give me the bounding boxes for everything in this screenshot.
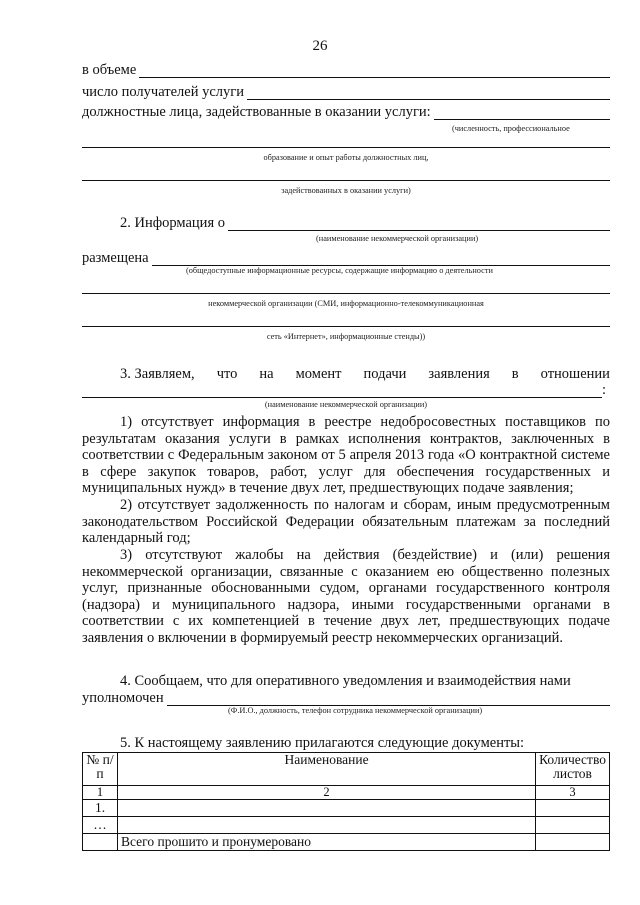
placed-label: размещена	[82, 250, 149, 266]
s3-word-7: в	[511, 366, 519, 382]
table-row	[83, 800, 610, 817]
s3-word-4: момент	[295, 366, 342, 382]
resources-caption-1: (общедоступные информационные ресурсы, содержащие информацию о деятельности	[186, 266, 493, 275]
resources-caption-2: некоммерческой организации (СМИ, информационно-телекоммуникационная	[208, 299, 484, 308]
recipients-label: число получателей услуги	[82, 84, 244, 100]
recipients-blank[interactable]	[247, 85, 610, 100]
row-sheets-cell[interactable]	[536, 817, 610, 834]
s3-word-1: 3. Заявляем,	[120, 366, 195, 382]
row-sheets-cell[interactable]	[536, 800, 610, 817]
header-num: № п/п	[83, 753, 118, 786]
s3-word-8: отношении	[540, 366, 610, 382]
row-num: …	[83, 817, 118, 834]
table-total-row	[83, 834, 610, 851]
row-num: 1.	[83, 800, 118, 817]
s3-word-6: заявления	[428, 366, 490, 382]
documents-table	[82, 752, 610, 851]
resources-blank-3[interactable]	[82, 326, 610, 327]
authorized-field	[82, 690, 610, 706]
resources-caption-3: сеть «Интернет», информационные стенды))	[266, 332, 426, 341]
officials-caption-2: образование и опыт работы должностных лиц,	[263, 153, 429, 162]
row-name-cell[interactable]	[118, 817, 536, 834]
authorized-caption: (Ф.И.О., должность, телефон сотрудника некоммерческой организации)	[228, 706, 483, 715]
total-num-cell	[83, 834, 118, 851]
table-row	[83, 817, 610, 834]
page-number: 26	[312, 38, 328, 54]
officials-blank-3[interactable]	[82, 180, 610, 181]
officials-label: должностные лица, задействованные в оказании услуги:	[82, 104, 431, 120]
header-sheets: Количество листов	[536, 753, 610, 786]
volume-label: в объеме	[82, 62, 137, 78]
total-label: Всего прошито и пронумеровано	[118, 834, 536, 851]
s3-item-2: 2) отсутствует задолженность по налогам и сборам, иным предусмотренным законодательством Российской Федерации обязательным платежам за последний календарный год;	[82, 497, 610, 546]
org-name-caption: (наименование некоммерческой организации)	[316, 234, 479, 243]
officials-field	[82, 104, 610, 120]
table-header-row	[83, 753, 610, 786]
s5-title: 5. К настоящему заявлению прилагаются следующие документы:	[120, 735, 525, 751]
officials-caption-1: (численность, профессиональное	[452, 124, 570, 133]
numbering-1: 1	[83, 786, 118, 800]
volume-field	[82, 62, 610, 78]
s4-text: 4. Сообщаем, что для оперативного уведомления и взаимодействия нами	[120, 673, 571, 689]
s3-org-caption: (наименование некоммерческой организации)	[264, 400, 428, 409]
section2-label: 2. Информация о	[120, 215, 225, 231]
placed-blank[interactable]	[152, 251, 610, 266]
officials-blank-2[interactable]	[82, 147, 610, 148]
s3-org-blank[interactable]	[82, 397, 602, 398]
authorized-label: уполномочен	[82, 690, 164, 706]
volume-blank[interactable]	[139, 63, 610, 78]
numbering-2: 2	[118, 786, 536, 800]
placed-field	[82, 250, 610, 266]
s3-item-3: 3) отсутствуют жалобы на действия (бездействие) и (или) решения некоммерческой организации, связанные с оказанием ею общественно полезных услуг, признанные обоснованными судом, органами государственного контроля (надзора) и муниципального надзора, иными государственными органами в соответствии с их компетенцией в течение двух лет, предшествующих подаче заявления о включении в формируемый реестр некоммерческих организаций.	[82, 547, 610, 646]
org-name-blank[interactable]	[228, 216, 610, 231]
total-sheets-cell[interactable]	[536, 834, 610, 851]
info-about-field	[120, 215, 610, 231]
s3-word-3: на	[259, 366, 274, 382]
s3-word-2: что	[216, 366, 238, 382]
header-name: Наименование	[118, 753, 536, 786]
s3-colon: :	[602, 382, 607, 398]
officials-blank[interactable]	[434, 105, 610, 120]
row-name-cell[interactable]	[118, 800, 536, 817]
officials-caption-3: задействованных в оказании услуги)	[281, 186, 411, 195]
resources-blank-2[interactable]	[82, 293, 610, 294]
s3-word-5: подачи	[363, 366, 407, 382]
recipients-field	[82, 84, 610, 100]
section3-heading	[82, 366, 610, 382]
authorized-blank[interactable]	[167, 691, 610, 706]
numbering-3: 3	[536, 786, 610, 800]
table-numbering-row	[83, 786, 610, 800]
s3-item-1: 1) отсутствует информация в реестре недобросовестных поставщиков по результатам оказания услуги в рамках исполнения контрактов, заключенных в соответствии с Федеральным законом от 5 апреля 2013 года «О контрактной системе в сфере закупок товаров, работ, услуг для обеспечения государственных и муниципальных нужд» в течение двух лет, предшествующих подаче заявления;	[82, 414, 610, 496]
